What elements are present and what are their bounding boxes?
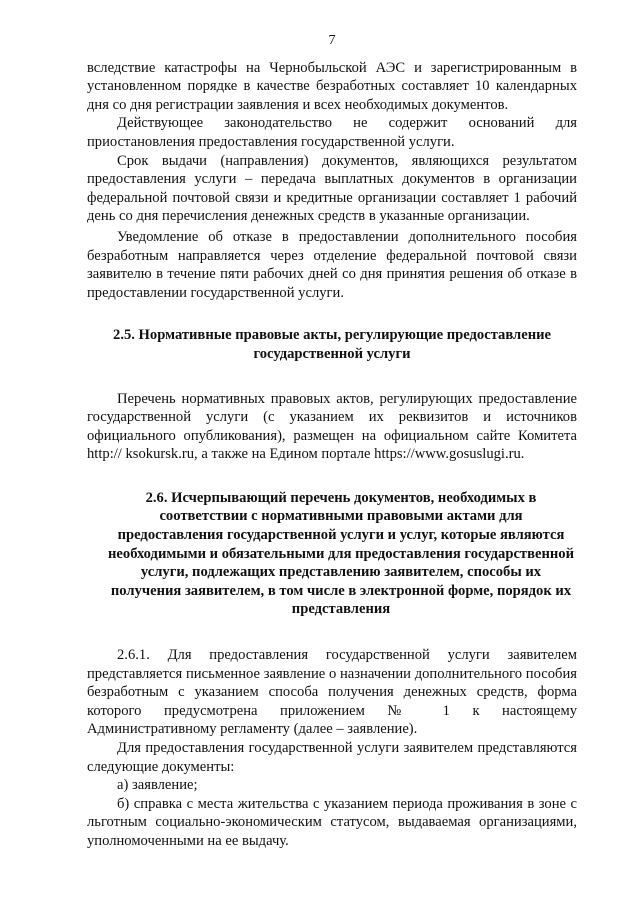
section-2-6-1-text: 2.6.1. Для предоставления государственной услуги заявителем представляется письменное заявление о назначении дополнительного пособия безработным с указанием способа получения денежных средств, форма которого предусмотрена приложением № 1 к настоящему Административному регламенту (далее – заявление). [87,647,577,738]
list-item-b: б) справка с места жительства с указанием периода проживания в зоне с льготным социально-экономическим статусом, выдаваемая организациями, уполномоченными на ее выдачу. [87,795,577,849]
paragraph-continuation: вследствие катастрофы на Чернобыльской АЭС и зарегистрированным в установленном порядке в качестве безработных составляет 10 календарных дня со дня регистрации заявления и всех необходимых документов. [87,59,577,113]
section-2-6-heading: 2.6. Исчерпывающий перечень документов, необходимых в соответствии с нормативными правовыми актами для предоставления государственной услуги и услуг, которые являются необходимыми и обязательными для предоставления государственной услуги, подлежащих представлению заявителем, способы их получения заявителем, в том числе в электронной форме, порядок их представления [108,489,574,618]
section-2-5-heading: 2.5. Нормативные правовые акты, регулирующие предоставление государственной услуги [113,327,551,362]
paragraph-no-suspension: Действующее законодательство не содержит оснований для приостановления предоставления государственной услуги. [87,115,577,150]
paragraph-issuance-term: Срок выдачи (направления) документов, являющихся результатом предоставления услуги – передача выплатных документов в организации федеральной почтовой связи и кредитные организации составляет 1 рабочий день со дня перечисления денежных средств в указанные организации. [87,152,577,225]
section-2-5-text: Перечень нормативных правовых актов, регулирующих предоставление государственной услуги (с указанием их реквизитов и источников официального опубликования), размещен на официальном сайте Комитета http:// ksokursk.ru, а также на Едином портале https://www.gosuslugi.ru. [87,390,577,463]
document-page [87,32,577,851]
list-item-a: а) заявление; [117,777,198,794]
paragraph-refusal-notice: Уведомление об отказе в предоставлении дополнительного пособия безработным направляется через отделение федеральной почтовой связи заявителю в течение пяти рабочих дней со дня принятия решения об отказе в предоставлении государственной услуги. [87,228,577,301]
section-2-6-documents-intro: Для предоставления государственной услуги заявителем представляются следующие документы: [87,740,577,775]
page-number: 7 [328,33,336,48]
